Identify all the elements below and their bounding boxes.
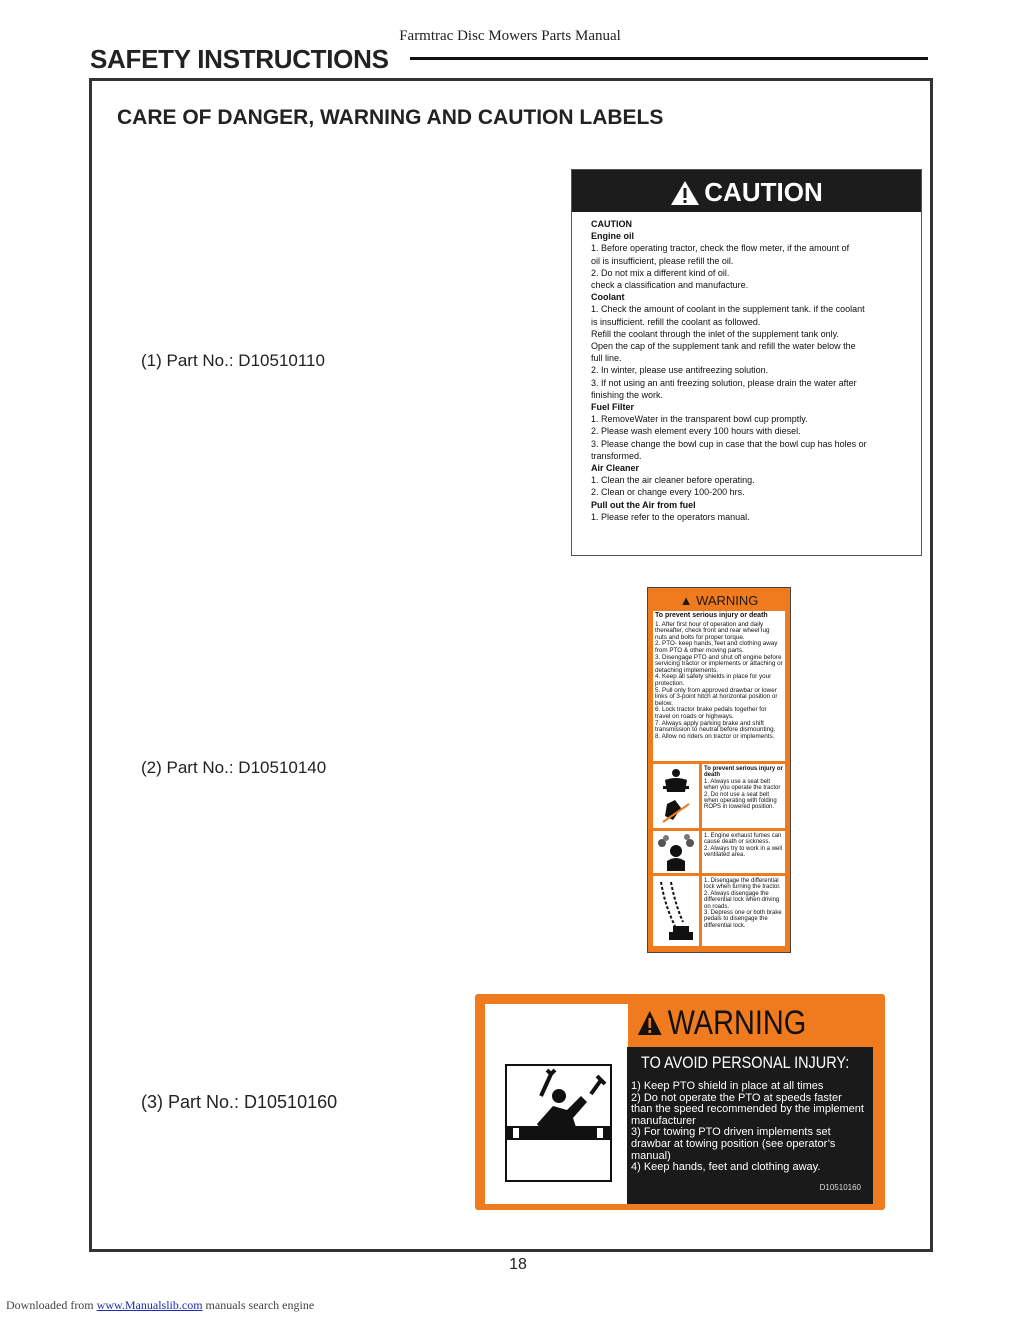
warning-label-2-panel-title: To prevent serious injury or death (704, 766, 783, 779)
caution-line: 1. Before operating tractor, check the flow meter, if the amount of (591, 243, 850, 254)
warning-label-2-instructions (653, 611, 785, 761)
warning-item: 3. Disengage PTO and shut off engine before servicing tractor or implements or attaching or detaching implements. (655, 653, 783, 674)
caution-line: is insufficient. refill the coolant as followed. (591, 316, 761, 327)
warning-triangle-icon (670, 180, 700, 206)
title-rule (410, 57, 928, 60)
caution-line: 2. Do not mix a different kind of oil. (591, 267, 730, 278)
list-item: 2) Do not operate the PTO at speeds faster than the speed recommended by the implement manufacturer (631, 1091, 864, 1127)
page-number: 18 (509, 1256, 527, 1273)
footer (6, 1298, 314, 1313)
caution-line: Open the cap of the supplement tank and refill the water below the (591, 341, 856, 352)
warning-label-2-top-title: To prevent serious injury or death (655, 612, 768, 619)
part-label-2: (2) Part No.: D10510140 (141, 758, 327, 777)
caution-heading: CAUTION (591, 219, 632, 229)
caution-line: finishing the work. (591, 389, 664, 400)
caution-line: oil is insufficient, please refill the oil. (591, 255, 734, 266)
warning-label-2-panel-fumes-text (702, 831, 785, 873)
pto-entanglement-icon (505, 1064, 612, 1182)
footer-suffix: manuals search engine (202, 1298, 315, 1312)
warning-label-2-panel-fumes (653, 831, 785, 873)
warning-label-3-panel (627, 1047, 873, 1204)
panel-item: 1. Disengage the differential lock when turning the tractor. (704, 878, 781, 891)
subheading: CARE OF DANGER, WARNING AND CAUTION LABELS (117, 106, 664, 129)
list-item: 1) Keep PTO shield in place at all times (631, 1080, 824, 1092)
caution-header (572, 170, 921, 212)
part-label-3: (3) Part No.: D10510160 (141, 1092, 338, 1112)
caution-line: 2. Clean or change every 100-200 hrs. (591, 487, 745, 498)
list-item: 3) For towing PTO driven implements set drawbar at towing position (see operator’s manual) (631, 1126, 836, 1162)
panel-item: 2. Always disengage the differential lock when driving on roads. (704, 890, 780, 910)
tractor-turning-icon (653, 876, 699, 946)
warning-item: 8. Allow no riders on tractor or implements. (655, 732, 775, 740)
warning-label-2-panel-seatbelt-text (702, 764, 785, 828)
caution-heading: Engine oil (591, 231, 635, 242)
warning-label-2-panel-difflock (653, 876, 785, 946)
caution-line: 1. Check the amount of coolant in the supplement tank. if the coolant (591, 304, 865, 315)
caution-line: 1. Please refer to the operators manual. (591, 511, 750, 522)
caution-line: full line. (591, 353, 622, 364)
warning-label-3-list (631, 1081, 866, 1174)
panel-item: 1. Engine exhaust fumes can cause death or sickness. (704, 833, 782, 846)
document-header: Farmtrac Disc Mowers Parts Manual (399, 28, 621, 44)
panel-item: 2. Always try to work in a well ventilated area. (704, 845, 783, 859)
warning-label-3-title-text: WARNING (667, 1004, 807, 1042)
caution-line: 3. Please change the bowl cup in case that the bowl cup has holes or (591, 438, 867, 449)
caution-line: 3. If not using an anti freezing solution, please drain the water after (591, 377, 857, 388)
caution-line: check a classification and manufacture. (591, 280, 749, 291)
list-item: 4) Keep hands, feet and clothing away. (631, 1161, 821, 1174)
section-title: SAFETY INSTRUCTIONS (90, 44, 389, 74)
warning-item: 4. Keep all safety shields in place for your protection. (655, 673, 772, 687)
caution-body (591, 218, 911, 523)
warning-label-2-panel-seatbelt (653, 764, 785, 828)
caution-heading: Air Cleaner (591, 463, 640, 474)
caution-line: Refill the coolant through the inlet of the supplement tank only. (591, 328, 839, 339)
warning-label-3-code: D10510160 (819, 1183, 861, 1192)
warning-label-2 (647, 587, 791, 953)
panel-item: 3. Depress one or both brake pedals to disengage the differential lock. (704, 910, 782, 929)
warning-label-3 (475, 994, 885, 1210)
warning-item: 7. Always apply parking brake and shift transmission to neutral before dismounting. (655, 719, 776, 734)
manualslib-link[interactable]: www.Manualslib.com (96, 1298, 203, 1312)
warning-label-2-panel-difflock-text (702, 876, 785, 946)
panel-item: 1. Always use a seat belt when you operate the tractor (704, 778, 781, 792)
caution-heading: Coolant (591, 292, 625, 303)
caution-label (571, 169, 922, 556)
warning-item: 2. PTO- keep hands, feet and clothing away from PTO & other moving parts. (655, 640, 778, 654)
warning-triangle-icon (637, 1010, 663, 1036)
caution-line: 1. Clean the air cleaner before operating. (591, 475, 755, 486)
part-label-1: (1) Part No.: D10510110 (141, 351, 325, 370)
warning-item: 6. Lock tractor brake pedals together for travel on roads or highways. (655, 706, 767, 720)
panel-item: 2. Do not use a seat belt when operating with folding ROPS in lowered position. (704, 791, 777, 811)
warning-item: 1. After first hour of operation and daily thereafter, check front and rear wheel lug nuts and bolts for proper torque. (655, 620, 770, 641)
warning-label-3-title (637, 1004, 806, 1043)
caution-line: transformed. (591, 450, 642, 461)
warning-label-2-header: ▲ WARNING (652, 592, 786, 610)
warning-label-3-subtitle: TO AVOID PERSONAL INJURY: (641, 1053, 850, 1072)
warning-label-2-top-list (655, 622, 783, 741)
caution-heading: Fuel Filter (591, 402, 635, 413)
warning-label-3-pictogram-area (485, 1004, 628, 1204)
caution-line: 2. In winter, please use antifreezing solution. (591, 365, 769, 376)
warning-triangle-icon: ▲ (679, 593, 693, 608)
caution-heading: Pull out the Air from fuel (591, 499, 696, 510)
warning-item: 5. Pull only from approved drawbar or lower links of 3-point hitch at horizontal position or below. (655, 686, 778, 707)
exhaust-fumes-icon (653, 831, 699, 873)
caution-line: 2. Please wash element every 100 hours with diesel. (591, 426, 801, 437)
seatbelt-operator-icon (653, 764, 699, 828)
footer-prefix: Downloaded from (6, 1298, 97, 1312)
caution-line: 1. RemoveWater in the transparent bowl cup promptly. (591, 414, 808, 425)
caution-header-text: CAUTION (704, 177, 823, 207)
